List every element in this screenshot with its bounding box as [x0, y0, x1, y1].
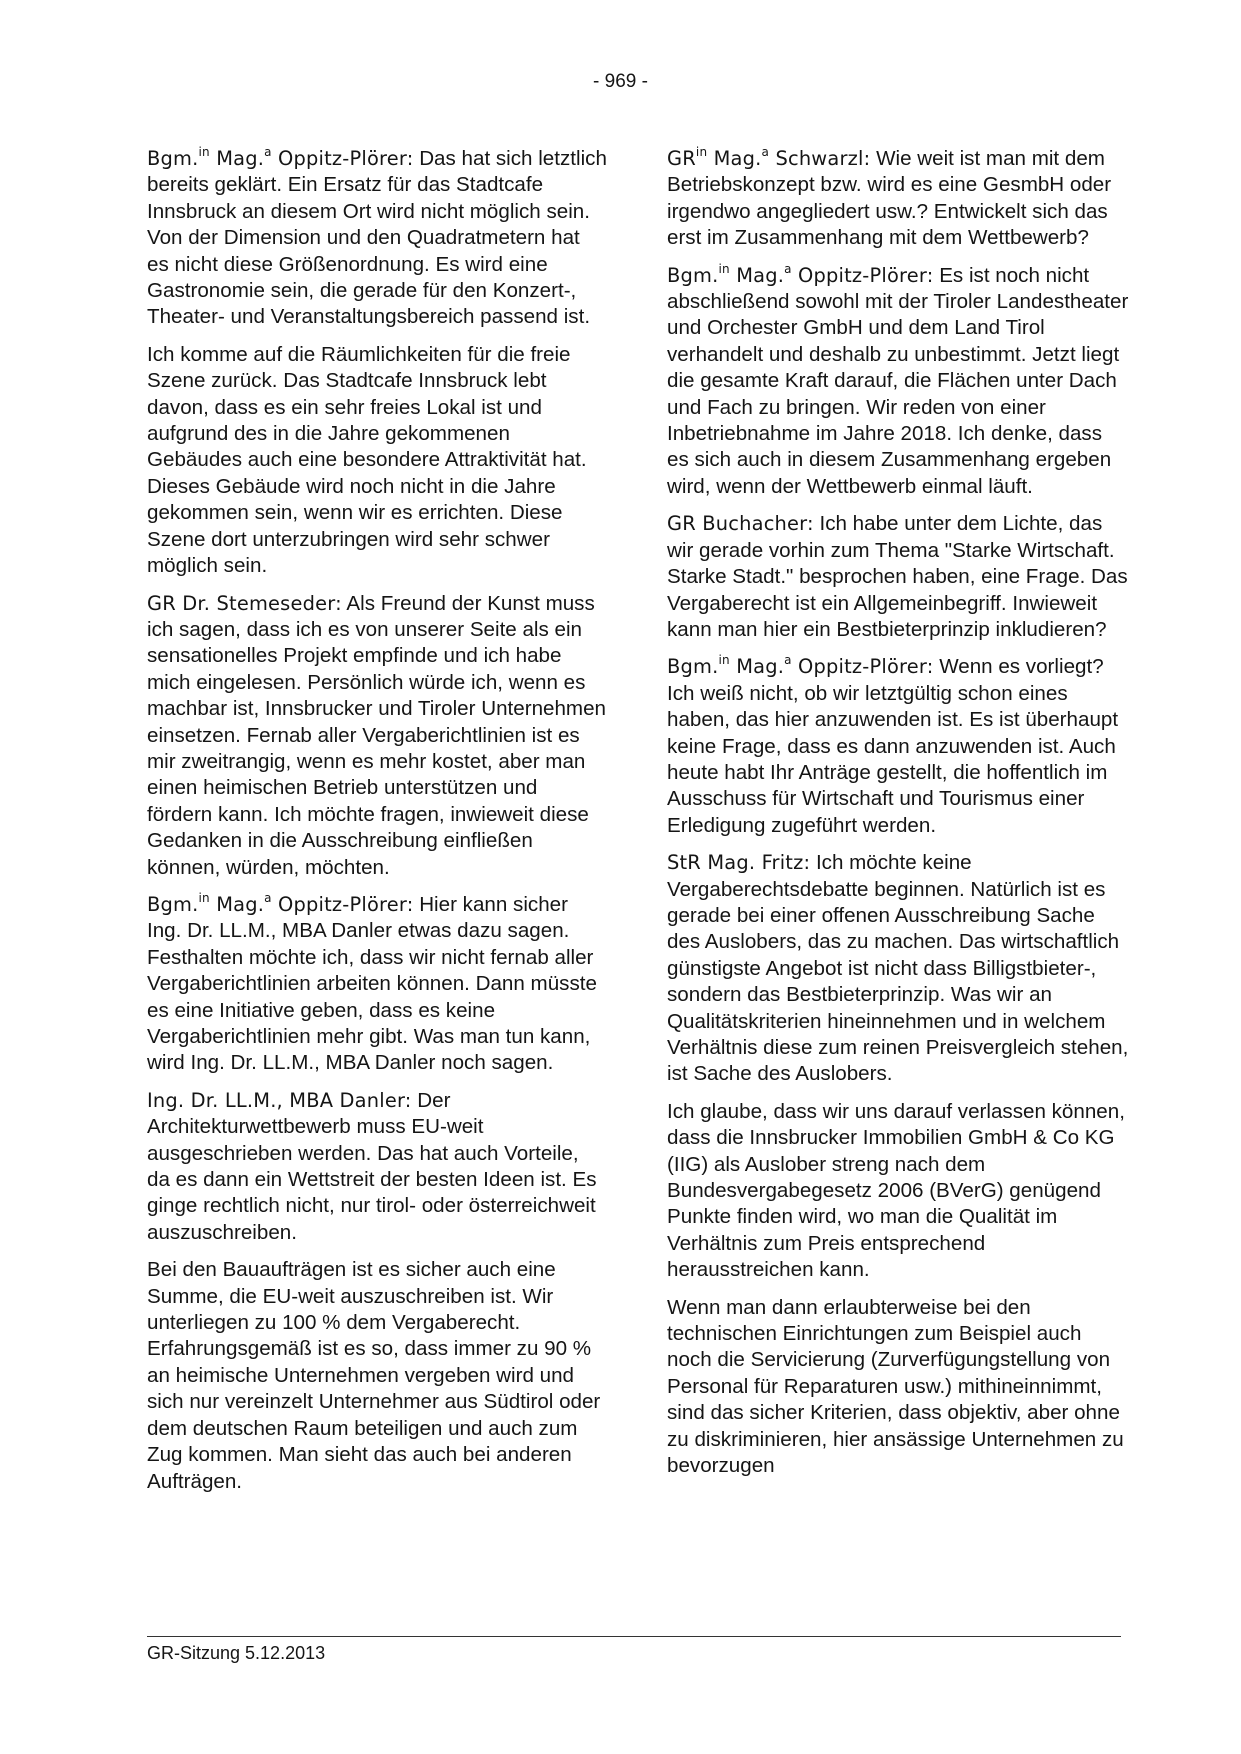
speaker: StR Mag. Fritz: [667, 851, 811, 875]
paragraph-text: Wenn es vorliegt? Ich weiß nicht, ob wir letztgültig schon eines haben, das hier anzuwenden ist. Es ist überhaupt keine Frage, dass es dann anzuwenden ist. Auch heute habt Ihr Anträge gestellt, die hoffentlich im Ausschuss für Wirtschaft und Tourismus einer Erledigung zugeführt werden. [667, 655, 1119, 837]
right-column [667, 146, 1129, 1491]
paragraph-text: Als Freund der Kunst muss ich sagen, dass ich es von unserer Seite als ein sensationelles Projekt empfinde und ich habe mich eingelesen. Persönlich würde ich, wenn es machbar ist, Innsbrucker und Tiroler Unternehmen einsetzen. Fernab aller Vergaberichtlinien ist es mir zweitrangig, wenn es mehr kostet, aber man einen heimischen Betrieb unterstützen und fördern kann. Ich möchte fragen, inwieweit diese Gedanken in die Ausschreibung einfließen können, würden, möchten. [147, 591, 606, 879]
paragraph-text: Ich glaube, dass wir uns darauf verlassen können, dass die Innsbrucker Immobilien GmbH & Co KG (IIG) als Auslober streng nach dem Bundesvergabegesetz 2006 (BVerG) genügend Punkte finden wird, wo man die Qualität im Verhältnis zum Preis entsprechend herausstreichen kann. [667, 1099, 1125, 1282]
paragraph [667, 850, 1129, 1088]
footer-divider [147, 1636, 1121, 1637]
paragraph [667, 1295, 1129, 1480]
paragraph [667, 511, 1129, 643]
paragraph [667, 146, 1129, 252]
paragraph-text: Es ist noch nicht abschließend sowohl mit der Tiroler Landestheater und Orchester GmbH und dem Land Tirol verhandelt und deshalb zu unbestimmt. Jetzt liegt die gesamte Kraft darauf, die Flächen unter Dach und Fach zu bringen. Wir reden von einer Inbetriebnahme im Jahre 2018. Ich denke, dass es sich auch in diesem Zusammenhang ergeben wird, wenn der Wettbewerb einmal läuft. [667, 263, 1129, 498]
paragraph [147, 146, 607, 331]
paragraph-text: Wenn man dann erlaubterweise bei den technischen Einrichtungen zum Beispiel auch noch die Servicierung (Zurverfügungstellung von Personal für Reparaturen usw.) mithineinnimmt, sind das sicher Kriterien, dass objektiv, aber ohne zu diskriminieren, hier ansässige Unternehmen zu bevorzugen [667, 1295, 1124, 1478]
speaker: Bgm.$^{in}$ Mag.$^a$ Oppitz-Plörer: [147, 145, 414, 170]
paragraph-text: Hier kann sicher Ing. Dr. LL.M., MBA Danler etwas dazu sagen. Festhalten möchte ich, dass wir nicht fernab aller Vergaberichtlinien arbeiten können. Dann müsste es eine Initiative geben, dass es keine Vergaberichtlinien mehr gibt. Was man tun kann, wird Ing. Dr. LL.M., MBA Danler noch sagen. [147, 892, 597, 1075]
paragraph-text: Bei den Bauaufträgen ist es sicher auch eine Summe, die EU-weit auszuschreiben ist. Wir unterliegen zu 100 % dem Vergaberecht. Erfahrungsgemäß ist es so, dass immer zu 90 % an heimische Unternehmen vergeben wird und sich nur vereinzelt Unternehmer aus Südtirol oder dem deutschen Raum beteiligen und auch zum Zug kommen. Man sieht das auch bei anderen Aufträgen. [147, 1258, 601, 1493]
speaker: GR Buchacher: [667, 512, 814, 536]
paragraph [147, 342, 607, 580]
paragraph [147, 1257, 607, 1495]
speaker: $GR^{in}$ Mag.$^a$ Schwarzl: [667, 145, 871, 170]
paragraph-text: Das hat sich letztlich bereits geklärt. Ein Ersatz für das Stadtcafe Innsbruck an diesem Ort wird nicht möglich sein. Von der Dimension und den Quadratmetern hat es nicht diese Größenordnung. Es wird eine Gastronomie sein, die gerade für den Konzert-, Theater- und Veranstaltungsbereich passend ist. [147, 147, 607, 329]
paragraph [147, 892, 607, 1077]
paragraph-text: Der Architekturwettbewerb muss EU-weit ausgeschrieben werden. Das hat auch Vorteile, da es dann ein Wettstreit der besten Ideen ist. Es ginge rechtlich nicht, nur tirol- oder österreichweit auszuschreiben. [147, 1088, 597, 1244]
speaker: Bgm.$^{in}$ Mag.$^a$ Oppitz-Plörer: [667, 261, 934, 287]
paragraph [667, 654, 1129, 839]
speaker: Ing. Dr. LL.M., MBA Danler: [147, 1088, 412, 1112]
left-column [147, 146, 607, 1506]
paragraph [147, 1088, 607, 1246]
speaker: GR Dr. Stemeseder: [147, 591, 342, 615]
paragraph-text: Ich komme auf die Räumlichkeiten für die freie Szene zurück. Das Stadtcafe Innsbruck lebt davon, dass es ein sehr freies Lokal ist und aufgrund des in die Jahre gekommenen Gebäudes auch eine besondere Attraktivität hat. Dieses Gebäude wird noch nicht in die Jahre gekommen sein, wenn wir es errichten. Diese Szene dort unterzubringen wird sehr schwer möglich sein. [147, 342, 587, 578]
speaker: Bgm.$^{in}$ Mag.$^a$ Oppitz-Plörer: [667, 653, 934, 679]
paragraph-text: Ich möchte keine Vergaberechtsdebatte beginnen. Natürlich ist es gerade bei einer offenen Ausschreibung Sache des Auslobers, das zu machen. Das wirtschaftlich günstigste Angebot ist nicht dass Billigstbieter-, sondern das Bestbieterprinzip. Was wir an Qualitätskriterien hineinnehmen und in welchem Verhältnis diese zum reinen Preisvergleich stehen, ist Sache des Auslobers. [667, 851, 1129, 1086]
paragraph [147, 591, 607, 881]
paragraph-text: Wie weit ist man mit dem Betriebskonzept bzw. wird es eine GesmbH oder irgendwo angegliedert usw.? Entwickelt sich das erst im Zusammenhang mit dem Wettbewerb? [667, 147, 1112, 250]
paragraph-text: Ich habe unter dem Lichte, das wir gerade vorhin zum Thema "Starke Wirtschaft. Starke Stadt." besprochen haben, eine Frage. Das Vergaberecht ist ein Allgemeinbegriff. Inwieweit kann man hier ein Bestbieterprinzip inkludieren? [667, 512, 1128, 641]
footer-session-label: GR-Sitzung 5.12.2013 [147, 1643, 326, 1663]
page-number: - 969 - [593, 71, 648, 92]
paragraph [667, 1099, 1129, 1284]
paragraph [667, 263, 1129, 501]
speaker: Bgm.$^{in}$ Mag.$^a$ Oppitz-Plörer: [147, 890, 414, 916]
